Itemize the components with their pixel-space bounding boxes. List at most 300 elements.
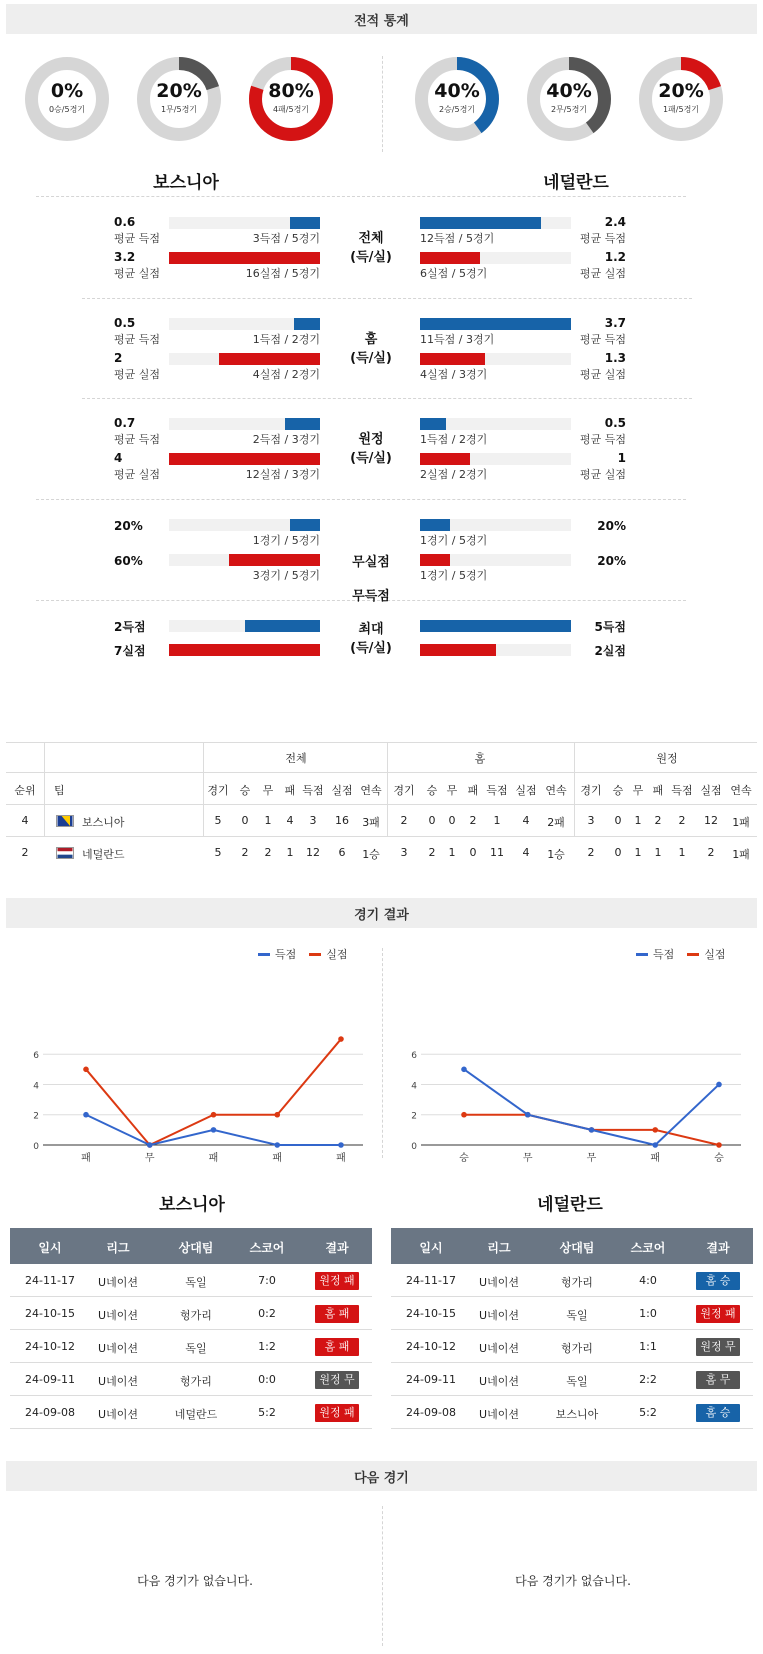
result-league: U네이션 [98, 1342, 138, 1355]
no-score-label: 무득점 [352, 589, 390, 604]
row-rule [391, 1362, 753, 1363]
row-rule [391, 1395, 753, 1396]
result-score: 0:0 [258, 1373, 276, 1386]
home-conceded-3-bar-fill [169, 453, 320, 465]
series-point-0 [274, 1142, 280, 1148]
block-label-main: 홈 [364, 332, 378, 347]
series-point-1 [83, 1067, 89, 1073]
x-tick-label: 패 [336, 1153, 346, 1164]
result-badge-loss: 원정 패 [696, 1305, 740, 1323]
home-scored-1-caption: 평균 득점 [114, 232, 161, 245]
team-rank: 4 [21, 814, 29, 827]
standings-cell: 0 [614, 814, 622, 827]
result-date: 24-09-11 [406, 1373, 456, 1386]
series-point-0 [525, 1112, 531, 1118]
team-header: 팀 [54, 784, 65, 797]
result-badge-draw: 원정 무 [696, 1338, 740, 1356]
block-divider [36, 196, 686, 197]
x-tick-label: 패 [81, 1153, 91, 1164]
standings-cell: 0 [469, 846, 477, 859]
home-conceded-1-caption: 평균 실점 [114, 267, 161, 280]
col-header-away-1: 승 [612, 784, 624, 797]
donut-percent: 20% [156, 80, 202, 102]
chart-legend [636, 946, 726, 962]
home-scored-2-detail: 1득점 / 2경기 [252, 333, 320, 346]
standings-cell: 0 [448, 814, 456, 827]
standings-rule [6, 742, 757, 743]
away-no-score-bar-track [420, 554, 571, 566]
away-scored-3-value: 0.5 [604, 416, 626, 430]
home-scored-1-bar-track [169, 217, 320, 229]
result-score: 5:2 [639, 1406, 657, 1419]
legend-label: 득점 [275, 948, 297, 961]
away-scored-3-bar-track [420, 418, 571, 430]
legend-label: 실점 [326, 948, 348, 961]
home-next-empty: 다음 경기가 없습니다. [137, 1574, 253, 1588]
col-header-away-6: 연속 [730, 784, 752, 797]
away-scored-2-bar-fill [420, 318, 571, 330]
standings-team-name[interactable]: 보스니아 [82, 816, 125, 829]
result-score: 1:1 [639, 1340, 657, 1353]
home-conceded-1-value: 3.2 [114, 250, 136, 264]
max-label-sub: (득/실) [350, 641, 392, 656]
home-max-conceded-value: 7실점 [114, 644, 146, 658]
y-tick-label: 0 [33, 1142, 39, 1152]
result-league: U네이션 [479, 1342, 519, 1355]
away-max-scored-bar-track [420, 620, 571, 632]
result-score: 1:2 [258, 1340, 276, 1353]
result-league: U네이션 [98, 1408, 138, 1421]
standings-cell: 12 [306, 846, 320, 859]
result-score: 0:2 [258, 1307, 276, 1320]
standings-cell: 2 [400, 814, 408, 827]
team-rank: 2 [21, 846, 29, 859]
away-no-score-value: 20% [597, 554, 626, 568]
standings-cell: 3패 [362, 816, 380, 829]
result-opp[interactable]: 헝가리 [180, 1309, 212, 1322]
away-team-title-results: 네덜란드 [537, 1195, 603, 1215]
home-no-score-bar-fill [229, 554, 320, 566]
standings-cell: 2 [264, 846, 272, 859]
result-score: 2:2 [639, 1373, 657, 1386]
away-conceded-3-bar-fill [420, 453, 470, 465]
result-league: U네이션 [98, 1375, 138, 1388]
standings-cell: 3 [587, 814, 595, 827]
y-tick-label: 6 [411, 1051, 417, 1062]
away-conceded-3-value: 1 [617, 451, 626, 465]
result-date: 24-09-08 [25, 1406, 75, 1419]
away-conceded-1-bar-track [420, 252, 571, 264]
col-header-all-1: 승 [239, 784, 251, 797]
results-header-3: 스코어 [249, 1241, 285, 1255]
team-divider [382, 56, 383, 152]
result-opp[interactable]: 헝가리 [561, 1342, 593, 1355]
next-section-title: 다음 경기 [6, 1461, 757, 1491]
away-donut-2 [526, 56, 612, 142]
away-clean-sheet-detail: 1경기 / 5경기 [420, 534, 488, 547]
standings-cell: 1 [493, 814, 501, 827]
donut-caption: 2승/5경기 [438, 105, 476, 114]
standings-rule [6, 836, 757, 837]
y-tick-label: 2 [411, 1111, 417, 1122]
x-tick-label: 승 [459, 1153, 469, 1164]
col-header-all-2: 무 [262, 784, 274, 797]
series-point-1 [274, 1112, 280, 1118]
standings-cell: 3 [400, 846, 408, 859]
col-header-all-5: 실점 [331, 784, 353, 797]
result-badge-loss: 홈 패 [315, 1338, 359, 1356]
standings-cell: 12 [704, 814, 718, 827]
standings-cell: 0 [241, 814, 249, 827]
home-conceded-2-value: 2 [114, 351, 123, 365]
row-rule [10, 1296, 372, 1297]
x-tick-label: 패 [208, 1153, 219, 1164]
home-conceded-2-bar-track [169, 353, 320, 365]
away-scored-2-detail: 11득점 / 3경기 [420, 333, 495, 346]
home-conceded-2-detail: 4실점 / 2경기 [252, 368, 320, 381]
results-header-row [391, 1228, 753, 1264]
rank-header: 순위 [14, 784, 36, 797]
home-scored-2-caption: 평균 득점 [114, 333, 161, 346]
away-conceded-3-detail: 2실점 / 2경기 [420, 468, 488, 481]
home-scored-2-bar-track [169, 318, 320, 330]
row-rule [391, 1296, 753, 1297]
home-scored-2-bar-fill [294, 318, 320, 330]
result-score: 7:0 [258, 1274, 276, 1287]
away-conceded-1-value: 1.2 [604, 250, 626, 264]
away-conceded-3-caption: 평균 실점 [579, 468, 626, 481]
standings-cell: 4 [522, 814, 530, 827]
series-point-1 [211, 1112, 217, 1118]
result-opp[interactable]: 네덜란드 [174, 1408, 218, 1421]
home-scored-3-value: 0.7 [114, 416, 136, 430]
block-divider [82, 398, 692, 399]
standings-group-3: 원정 [656, 752, 678, 765]
away-max-conceded-value: 2실점 [594, 644, 626, 658]
results-header-3: 스코어 [630, 1241, 666, 1255]
chart-divider [382, 948, 383, 1158]
col-header-home-1: 승 [426, 784, 438, 797]
standings-rule [6, 804, 757, 805]
standings-cell: 1승 [547, 848, 565, 861]
row-rule [10, 1428, 372, 1429]
away-scored-1-value: 2.4 [604, 215, 626, 229]
col-header-all-0: 경기 [207, 784, 229, 797]
results-header-2: 상대팀 [559, 1241, 595, 1255]
away-conceded-1-caption: 평균 실점 [579, 267, 626, 280]
series-line-0 [464, 1069, 719, 1145]
col-header-away-0: 경기 [580, 784, 602, 797]
result-date: 24-09-11 [25, 1373, 75, 1386]
series-point-0 [83, 1112, 89, 1118]
standings-cell: 2 [654, 814, 662, 827]
row-rule [391, 1329, 753, 1330]
home-clean-sheet-bar-fill [290, 519, 320, 531]
home-conceded-2-bar-fill [219, 353, 320, 365]
away-scored-3-caption: 평균 득점 [579, 433, 626, 446]
col-header-home-5: 실점 [515, 784, 537, 797]
away-scored-2-value: 3.7 [604, 316, 626, 330]
standings-cell: 2패 [547, 816, 565, 829]
col-header-all-6: 연속 [360, 784, 382, 797]
result-score: 5:2 [258, 1406, 276, 1419]
chart-legend [258, 946, 348, 962]
col-header-home-4: 득점 [486, 784, 508, 797]
col-header-home-2: 무 [446, 784, 458, 797]
standings-cell: 0 [428, 814, 436, 827]
x-tick-label: 패 [650, 1153, 661, 1164]
standings-cell: 1 [448, 846, 456, 859]
standings-cell: 11 [490, 846, 504, 859]
block-divider [36, 499, 686, 500]
donut-caption: 2무/5경기 [550, 105, 588, 114]
block-label-main: 원정 [358, 432, 384, 447]
series-point-0 [589, 1127, 595, 1133]
away-conceded-3-bar-track [420, 453, 571, 465]
x-tick-label: 무 [586, 1153, 597, 1164]
row-rule [10, 1362, 372, 1363]
standings-cell: 2 [587, 846, 595, 859]
legend-label: 득점 [653, 948, 675, 961]
away-conceded-2-value: 1.3 [604, 351, 626, 365]
home-scored-1-bar-fill [290, 217, 320, 229]
away-conceded-2-bar-track [420, 353, 571, 365]
home-scored-1-detail: 3득점 / 5경기 [252, 232, 320, 245]
row-rule [10, 1329, 372, 1330]
results-header-1: 리그 [487, 1241, 511, 1255]
legend-swatch [258, 953, 270, 956]
col-header-away-5: 실점 [700, 784, 722, 797]
home-scored-3-bar-track [169, 418, 320, 430]
result-date: 24-09-08 [406, 1406, 456, 1419]
col-header-home-3: 패 [467, 784, 479, 797]
home-no-score-detail: 3경기 / 5경기 [252, 569, 320, 582]
legend-swatch [309, 953, 321, 956]
result-date: 24-11-17 [25, 1274, 75, 1287]
standings-col-rule [44, 742, 45, 836]
home-team-name: 보스니아 [153, 173, 219, 193]
x-tick-label: 패 [272, 1153, 283, 1164]
standings-cell: 2 [428, 846, 436, 859]
away-no-score-bar-fill [420, 554, 450, 566]
result-score: 1:0 [639, 1307, 657, 1320]
legend-label: 실점 [704, 948, 726, 961]
legend-swatch [636, 953, 648, 956]
series-point-0 [338, 1142, 344, 1148]
result-date: 24-11-17 [406, 1274, 456, 1287]
home-conceded-1-bar-fill [169, 252, 320, 264]
away-donut-1 [414, 56, 500, 142]
home-scored-3-caption: 평균 득점 [114, 433, 161, 446]
series-point-0 [211, 1127, 217, 1133]
result-league: U네이션 [479, 1408, 519, 1421]
result-league: U네이션 [479, 1375, 519, 1388]
result-score: 4:0 [639, 1274, 657, 1287]
result-date: 24-10-15 [406, 1307, 456, 1320]
results-header-row [10, 1228, 372, 1264]
series-point-1 [652, 1127, 658, 1133]
home-max-scored-bar-fill [245, 620, 321, 632]
standings-cell: 1 [264, 814, 272, 827]
away-scored-1-bar-track [420, 217, 571, 229]
donut-caption: 1무/5경기 [160, 105, 198, 114]
home-clean-sheet-detail: 1경기 / 5경기 [252, 534, 320, 547]
result-badge-draw: 원정 무 [315, 1371, 359, 1389]
stats-section-title: 전적 통계 [6, 4, 757, 34]
standings-cell: 1승 [362, 848, 380, 861]
home-conceded-1-bar-track [169, 252, 320, 264]
home-conceded-1-detail: 16실점 / 5경기 [245, 267, 320, 280]
standings-cell: 2 [678, 814, 686, 827]
home-clean-sheet-value: 20% [114, 519, 143, 533]
standings-cell: 2 [469, 814, 477, 827]
standings-cell: 1 [286, 846, 294, 859]
block-label-2 [331, 330, 411, 368]
results-section-title: 경기 결과 [6, 898, 757, 928]
y-tick-label: 0 [411, 1142, 417, 1152]
col-header-away-3: 패 [652, 784, 664, 797]
home-max-conceded-bar-fill [169, 644, 320, 656]
donut-percent: 20% [658, 80, 704, 102]
away-results-table [391, 1228, 753, 1432]
result-opp[interactable]: 헝가리 [180, 1375, 212, 1388]
col-header-away-2: 무 [632, 784, 644, 797]
home-scored-2-value: 0.5 [114, 316, 136, 330]
result-date: 24-10-12 [25, 1340, 75, 1353]
away-clean-sheet-bar-fill [420, 519, 450, 531]
col-header-all-4: 득점 [302, 784, 324, 797]
series-point-0 [652, 1142, 658, 1148]
result-opp[interactable]: 헝가리 [561, 1276, 593, 1289]
result-league: U네이션 [479, 1276, 519, 1289]
result-league: U네이션 [98, 1276, 138, 1289]
donut-percent: 80% [268, 80, 314, 102]
standings-cell: 1 [634, 846, 642, 859]
block-label-3 [331, 430, 411, 468]
home-conceded-3-caption: 평균 실점 [114, 468, 161, 481]
away-results-chart [384, 945, 756, 1185]
home-donut-1 [24, 56, 110, 142]
away-next-empty: 다음 경기가 없습니다. [515, 1574, 631, 1588]
standings-team-name[interactable]: 네덜란드 [82, 848, 125, 861]
x-tick-label: 무 [144, 1153, 155, 1164]
result-badge-loss: 원정 패 [315, 1272, 359, 1290]
donut-percent: 0% [50, 80, 84, 102]
standings-cell: 5 [214, 814, 222, 827]
result-badge-win: 홈 승 [696, 1404, 740, 1422]
result-opp[interactable]: 보스니아 [555, 1408, 599, 1421]
standings-group-1: 전체 [285, 752, 307, 765]
home-scored-3-detail: 2득점 / 3경기 [252, 433, 320, 446]
away-scored-1-caption: 평균 득점 [579, 232, 626, 245]
block-label-1 [331, 229, 411, 267]
away-scored-2-bar-track [420, 318, 571, 330]
y-tick-label: 6 [33, 1051, 39, 1062]
away-no-score-detail: 1경기 / 5경기 [420, 569, 488, 582]
y-tick-label: 4 [33, 1081, 39, 1092]
standings-cell: 4 [286, 814, 294, 827]
next-divider [382, 1506, 383, 1646]
standings-cell: 1 [678, 846, 686, 859]
x-tick-label: 무 [522, 1153, 533, 1164]
home-scored-3-bar-fill [285, 418, 320, 430]
standings-rule [6, 772, 757, 773]
home-clean-sheet-bar-track [169, 519, 320, 531]
standings-cell: 1 [634, 814, 642, 827]
results-header-0: 일시 [419, 1241, 443, 1255]
result-date: 24-10-12 [406, 1340, 456, 1353]
donut-percent: 40% [546, 80, 592, 102]
standings-group-2: 홈 [474, 752, 486, 765]
block-label-main: 전체 [358, 231, 384, 246]
clean-sheet-label: 무실점 [352, 555, 390, 570]
results-header-0: 일시 [38, 1241, 62, 1255]
home-max-scored-value: 2득점 [114, 620, 146, 634]
home-conceded-3-detail: 12실점 / 3경기 [245, 468, 320, 481]
result-league: U네이션 [98, 1309, 138, 1322]
series-point-1 [716, 1142, 722, 1148]
result-opp[interactable]: 독일 [566, 1375, 588, 1388]
row-rule [391, 1428, 753, 1429]
y-tick-label: 4 [411, 1081, 417, 1092]
home-conceded-2-caption: 평균 실점 [114, 368, 161, 381]
result-badge-win: 홈 승 [696, 1272, 740, 1290]
series-point-1 [338, 1036, 344, 1042]
col-header-home-0: 경기 [393, 784, 415, 797]
home-donut-3 [248, 56, 334, 142]
standings-cell: 5 [214, 846, 222, 859]
away-clean-sheet-bar-track [420, 519, 571, 531]
col-header-home-6: 연속 [545, 784, 567, 797]
result-date: 24-10-15 [25, 1307, 75, 1320]
home-no-score-value: 60% [114, 554, 143, 568]
standings-cell: 6 [338, 846, 346, 859]
bosnia-flag-icon [56, 815, 74, 827]
result-opp[interactable]: 독일 [185, 1276, 207, 1289]
y-tick-label: 2 [33, 1111, 39, 1122]
result-opp[interactable]: 독일 [185, 1342, 207, 1355]
results-header-4: 결과 [706, 1241, 730, 1255]
away-clean-sheet-value: 20% [597, 519, 626, 533]
results-header-4: 결과 [325, 1241, 349, 1255]
home-max-conceded-bar-track [169, 644, 320, 656]
legend-swatch [687, 953, 699, 956]
away-team-name: 네덜란드 [543, 173, 609, 193]
result-badge-draw: 홈 무 [696, 1371, 740, 1389]
results-header-2: 상대팀 [178, 1241, 214, 1255]
away-scored-3-bar-fill [420, 418, 446, 430]
standings-cell: 16 [335, 814, 349, 827]
standings-cell: 0 [614, 846, 622, 859]
home-scored-1-value: 0.6 [114, 215, 136, 229]
away-max-scored-value: 5득점 [594, 620, 626, 634]
standings-cell: 4 [522, 846, 530, 859]
max-label [331, 620, 411, 658]
result-opp[interactable]: 독일 [566, 1309, 588, 1322]
home-donut-2 [136, 56, 222, 142]
away-donut-3 [638, 56, 724, 142]
results-header-1: 리그 [106, 1241, 130, 1255]
x-tick-label: 승 [714, 1153, 724, 1164]
standings-cell: 1 [654, 846, 662, 859]
netherlands-flag-icon [56, 847, 74, 859]
home-results-chart [6, 945, 378, 1185]
row-rule [10, 1395, 372, 1396]
series-point-0 [147, 1142, 153, 1148]
max-label-main: 최대 [358, 622, 384, 637]
away-conceded-1-detail: 6실점 / 5경기 [420, 267, 488, 280]
away-max-scored-bar-fill [420, 620, 571, 632]
